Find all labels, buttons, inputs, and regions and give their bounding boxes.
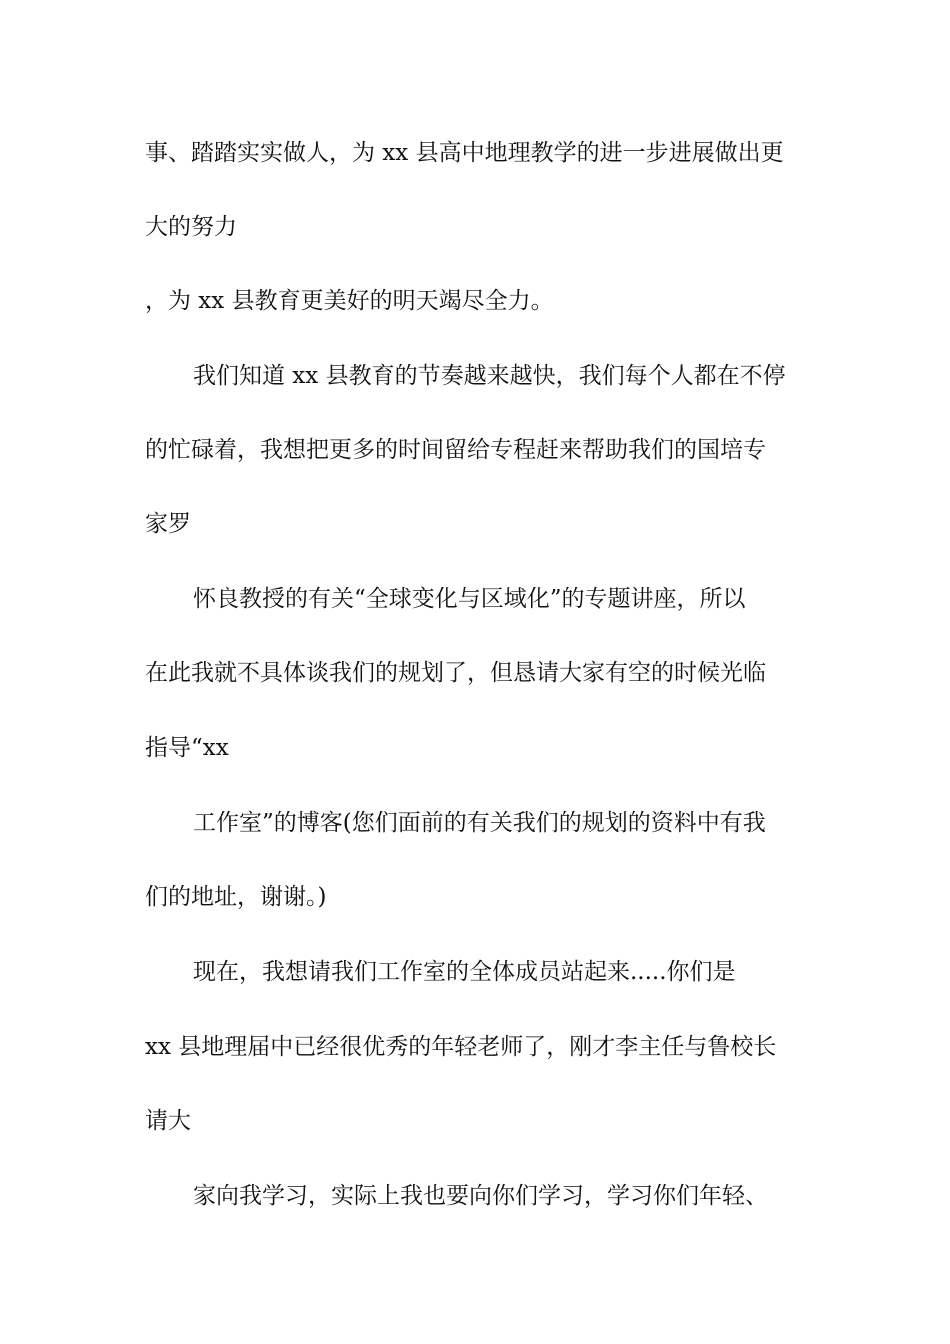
text-line: 指导“xx [145, 735, 229, 761]
text-line: 家罗 [145, 511, 191, 537]
text-line: 事、踏踏实实做人，为 xx 县高中地理教学的进一步进展做出更 [145, 140, 784, 166]
text-line: xx 县地理届中已经很优秀的年轻老师了，刚才李主任与鲁校长 [145, 1034, 777, 1060]
text-line: 请大 [145, 1108, 191, 1134]
text-line: 怀良教授的有关“全球变化与区域化”的专题讲座，所以 [193, 586, 746, 612]
text-line: 现在，我想请我们工作室的全体成员站起来.....你们是 [193, 959, 736, 985]
text-line: 工作室”的博客(您们面前的有关我们的规划的资料中有我 [193, 810, 766, 836]
text-line: 的忙碌着，我想把更多的时间留给专程赶来帮助我们的国培专 [145, 437, 766, 463]
text-line: ，为 xx 县教育更美好的明天竭尽全力。 [145, 288, 554, 314]
text-line: 们的地址，谢谢。) [145, 884, 327, 910]
text-line: 在此我就不具体谈我们的规划了，但恳请大家有空的时候光临 [145, 660, 766, 686]
text-line: 我们知道 xx 县教育的节奏越来越快，我们每个人都在不停 [193, 363, 786, 389]
text-line: 大的努力 [145, 214, 237, 240]
text-line: 家向我学习，实际上我也要向你们学习，学习你们年轻、 [193, 1183, 768, 1209]
